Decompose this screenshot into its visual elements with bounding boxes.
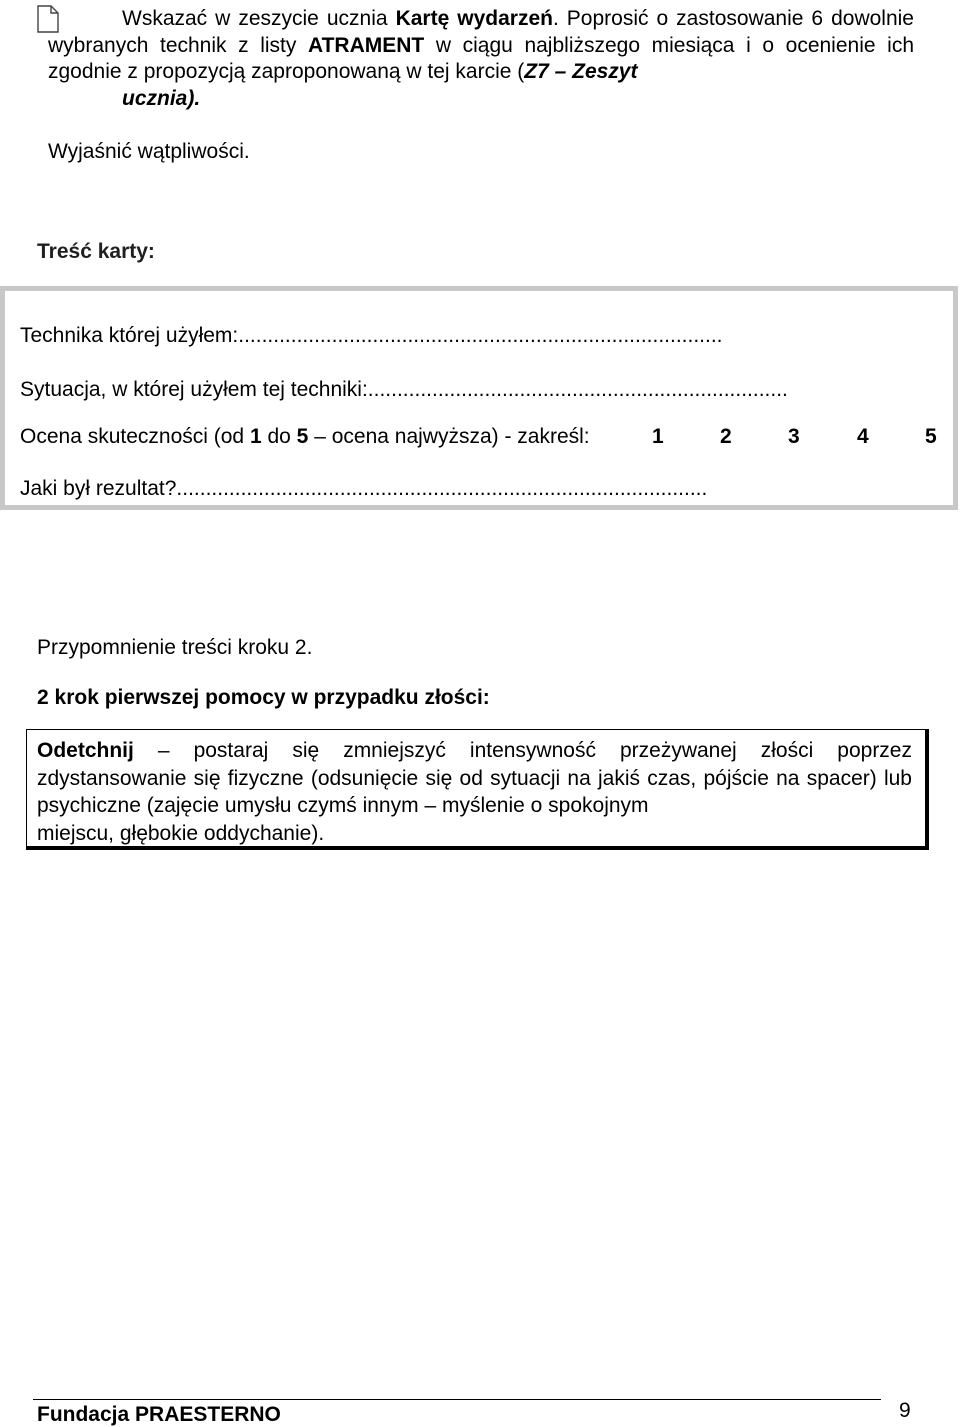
rating-text: do [261,425,297,448]
step-term: Odetchnij [37,739,134,762]
rating-option: 3 [788,425,800,448]
reference-z7: Z7 – Zeszyt [524,60,638,83]
step-title: 2 krok pierwszej pomocy w przypadku złości: [37,686,490,709]
rating-text: Ocena skuteczności (od [20,425,250,448]
rating-min: 1 [249,425,262,448]
reference-z7-end: ucznia). [122,86,201,110]
card-result-line: Jaki był rezultat?........................................................................................... [20,477,708,500]
intro-text: . Poprosić o zastosowanie 6 dowolnie wybranych technik z listy [48,7,914,57]
step-text [37,737,912,847]
clarify-text: Wyjaśnić wątpliwości. [48,140,250,163]
step-body-end: miejscu, głębokie oddychanie). [37,821,325,845]
footer-rule [33,1399,881,1400]
rating-option: 5 [925,425,937,448]
intro-text: Wskazać w zeszycie ucznia [122,7,396,30]
intro-paragraph [48,6,914,112]
rating-text: – ocena najwyższa) - zakreśl: [308,425,590,448]
card-situation-line: Sytuacja, w której użyłem tej techniki:........................................................................ [20,378,788,401]
card-technique-line: Technika której użyłem:................................................................................... [20,324,723,347]
rating-option: 2 [720,425,732,448]
card-rating-line [20,425,590,449]
card-title: Treść karty: [37,240,155,263]
rating-max: 5 [296,425,309,448]
intro-text: w ciągu najbliższego miesiąca i o ocenienie ich zgodnie z propozycją zaproponowaną w tej karcie ( [48,33,914,83]
rating-option: 1 [652,425,664,448]
rating-option: 4 [857,425,869,448]
footer-organization: Fundacja PRAESTERNO [37,1403,281,1426]
atrament-term: ATRAMENT [308,33,425,57]
page-number: 9 [899,1399,911,1422]
reminder-text: Przypomnienie treści kroku 2. [37,636,313,659]
step-body: – postaraj się zmniejszyć intensywność przeżywanej złości poprzez zdystansowanie się fizyczne (odsunięcie się od sytuacji na jakiś czas, pójście na spacer) lub psychiczne (zajęcie umysłu czymś innym – myślenie o spokojnym [37,739,912,817]
event-card-term: Kartę wydarzeń [395,7,553,30]
